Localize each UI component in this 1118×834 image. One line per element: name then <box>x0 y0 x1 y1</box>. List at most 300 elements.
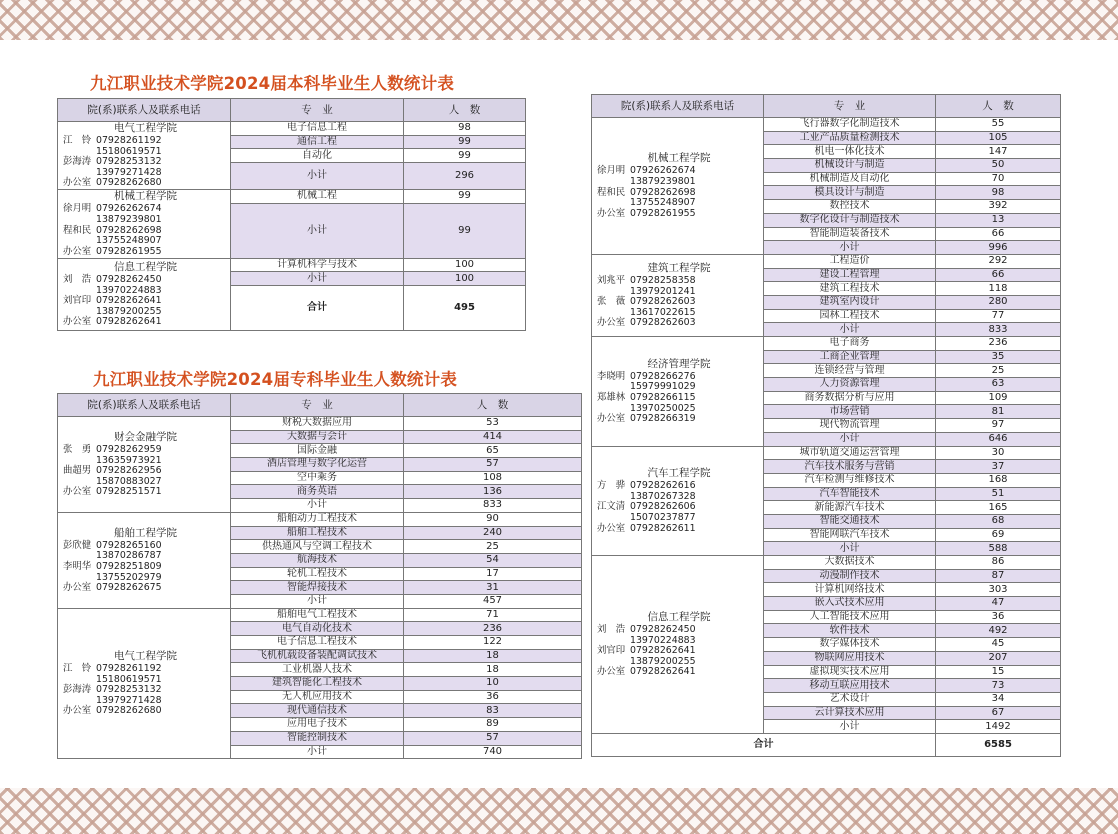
contact-line <box>63 445 162 456</box>
major-name: 机械工程 <box>231 190 404 204</box>
contact-line <box>597 625 696 636</box>
contact-person: 办公室 <box>63 486 92 498</box>
major-name: 数控技术 <box>764 200 936 214</box>
contact-phone: 13879200255 <box>96 305 162 317</box>
major-name: 城市轨道交通运营管理 <box>764 446 936 460</box>
contact-line <box>597 209 696 220</box>
major-name: 电子商务 <box>764 337 936 351</box>
contact-phone: 07928262450 <box>630 623 696 635</box>
dept-cell <box>592 337 764 447</box>
major-name: 飞行器数字化制造技术 <box>764 118 936 132</box>
major-count: 292 <box>936 254 1061 268</box>
major-count: 280 <box>936 295 1061 309</box>
major-name: 工业机器人技术 <box>231 663 404 677</box>
dept-cell <box>592 556 764 734</box>
major-name: 动漫制作技术 <box>764 569 936 583</box>
major-count: 77 <box>936 309 1061 323</box>
contact-person: 刘兆平 <box>597 274 626 286</box>
major-count: 136 <box>404 485 582 499</box>
associate-graduates-table-left <box>57 393 582 759</box>
dept-name: 财会金融学院 <box>114 430 177 443</box>
contact-phone: 13870286787 <box>96 550 162 562</box>
major-name: 智能网联汽车技术 <box>764 528 936 542</box>
contact-line <box>597 318 696 329</box>
total-label: 合计 <box>592 733 936 756</box>
contact-phone: 07928261955 <box>630 207 696 219</box>
table-row <box>58 417 582 431</box>
major-name: 汽车技术服务与营销 <box>764 460 936 474</box>
major-name: 应用电子技术 <box>231 718 404 732</box>
contact-line <box>63 562 162 573</box>
major-name: 园林工程技术 <box>764 309 936 323</box>
major-count: 31 <box>404 581 582 595</box>
contact-phone: 15180619571 <box>96 673 162 685</box>
major-name: 酒店管理与数字化运营 <box>231 458 404 472</box>
subtotal-count: 833 <box>404 499 582 513</box>
major-count: 54 <box>404 553 582 567</box>
major-name: 电子信息工程技术 <box>231 636 404 650</box>
contact-person: 李明华 <box>63 560 92 572</box>
contact-person: 办公室 <box>63 705 92 717</box>
dept-cell <box>58 190 231 259</box>
subtotal-count: 833 <box>936 323 1061 337</box>
contact-person: 曲超男 <box>63 465 92 477</box>
contact-phone: 07928262956 <box>96 465 162 477</box>
major-count: 168 <box>936 473 1061 487</box>
major-name: 商务数据分析与应用 <box>764 391 936 405</box>
dept-contact-block <box>60 650 228 717</box>
contact-phone: 07928262603 <box>630 296 696 308</box>
contact-phone: 13755248907 <box>96 235 162 247</box>
contact-person: 江 铃 <box>63 662 92 674</box>
major-name: 大数据技术 <box>764 556 936 570</box>
major-name: 工业产品质量检测技术 <box>764 131 936 145</box>
major-name: 供热通风与空调工程技术 <box>231 540 404 554</box>
major-count: 51 <box>936 487 1061 501</box>
contact-phone: 07928262616 <box>630 480 696 492</box>
contact-person: 办公室 <box>63 316 92 328</box>
major-count: 67 <box>936 706 1061 720</box>
contact-line <box>597 667 696 678</box>
bachelor-table-title: 九江职业技术学院2024届本科毕业生人数统计表 <box>90 74 455 93</box>
dept-contact-block <box>60 261 228 328</box>
major-count: 99 <box>404 190 526 204</box>
major-name: 飞机机载设备装配调试技术 <box>231 649 404 663</box>
contact-person: 办公室 <box>63 177 92 189</box>
major-count: 15 <box>936 665 1061 679</box>
contact-person: 江文清 <box>597 501 626 513</box>
major-count: 37 <box>936 460 1061 474</box>
contact-line <box>63 664 162 675</box>
dept-cell <box>58 258 231 331</box>
major-name: 移动互联应用技术 <box>764 679 936 693</box>
dept-cell <box>58 122 231 190</box>
major-name: 建筑智能化工程技术 <box>231 677 404 691</box>
table-row <box>58 190 526 204</box>
contact-phone: 07928261955 <box>96 245 162 257</box>
contact-phone: 15979991029 <box>630 381 696 393</box>
table-row <box>592 254 1061 268</box>
major-count: 83 <box>404 704 582 718</box>
contact-person: 刘 浩 <box>63 274 92 286</box>
major-name: 航海技术 <box>231 553 404 567</box>
subtotal-label: 小计 <box>231 594 404 608</box>
contact-person: 办公室 <box>597 522 626 534</box>
table-row <box>58 122 526 136</box>
contact-person: 刘 浩 <box>597 623 626 635</box>
contact-person: 办公室 <box>597 317 626 329</box>
major-name: 数字媒体技术 <box>764 638 936 652</box>
major-count: 81 <box>936 405 1061 419</box>
contact-phone: 07928262698 <box>96 224 162 236</box>
dept-contact-block <box>60 190 228 257</box>
header-major: 专 业 <box>231 394 404 417</box>
major-name: 计算机网络技术 <box>764 583 936 597</box>
dept-name: 电气工程学院 <box>114 122 177 135</box>
dept-cell <box>592 446 764 556</box>
major-count: 89 <box>404 718 582 732</box>
major-name: 工程造价 <box>764 254 936 268</box>
bachelor-graduates-table <box>57 98 526 331</box>
dept-cell <box>58 512 231 608</box>
major-count: 45 <box>936 638 1061 652</box>
contact-phone: 07928253132 <box>96 684 162 696</box>
contact-phone: 13979271428 <box>96 694 162 706</box>
dept-name: 信息工程学院 <box>647 610 711 623</box>
major-count: 70 <box>936 172 1061 186</box>
contact-phone: 07928262680 <box>96 705 162 717</box>
major-count: 99 <box>404 149 526 163</box>
major-count: 35 <box>936 350 1061 364</box>
major-name: 物联网应用技术 <box>764 651 936 665</box>
dept-name: 建筑工程学院 <box>647 261 711 274</box>
subtotal-count: 646 <box>936 432 1061 446</box>
contact-phone: 07926262674 <box>96 203 162 215</box>
major-count: 122 <box>404 636 582 650</box>
major-name: 人力资源管理 <box>764 378 936 392</box>
contact-person: 彭海涛 <box>63 156 92 168</box>
major-count: 57 <box>404 731 582 745</box>
major-count: 147 <box>936 145 1061 159</box>
subtotal-label: 小计 <box>231 203 404 258</box>
contact-phone: 07928262675 <box>96 582 162 594</box>
major-count: 97 <box>936 419 1061 433</box>
major-count: 207 <box>936 651 1061 665</box>
major-name: 建设工程管理 <box>764 268 936 282</box>
contact-person: 办公室 <box>63 582 92 594</box>
major-count: 108 <box>404 471 582 485</box>
contact-line <box>597 524 696 535</box>
contact-phone: 07928251809 <box>96 560 162 572</box>
major-count: 65 <box>404 444 582 458</box>
contact-phone: 07928266276 <box>630 370 696 382</box>
major-count: 66 <box>936 227 1061 241</box>
major-name: 无人机应用技术 <box>231 690 404 704</box>
major-count: 236 <box>404 622 582 636</box>
subtotal-count: 996 <box>936 241 1061 255</box>
contact-phone: 13755248907 <box>630 197 696 209</box>
major-name: 智能交通技术 <box>764 514 936 528</box>
decorative-border-top <box>0 0 1118 40</box>
header-dept: 院(系)联系人及联系电话 <box>592 95 764 118</box>
dept-contact-block <box>594 611 761 678</box>
contact-person: 张 薇 <box>597 296 626 308</box>
major-name: 自动化 <box>231 149 404 163</box>
major-count: 13 <box>936 213 1061 227</box>
contact-person: 办公室 <box>63 245 92 257</box>
dept-contact-block <box>60 122 228 189</box>
contact-phone: 07928262698 <box>630 186 696 198</box>
major-count: 90 <box>404 512 582 526</box>
dept-name: 机械工程学院 <box>647 152 711 165</box>
major-name: 财税大数据应用 <box>231 417 404 431</box>
major-name: 轮机工程技术 <box>231 567 404 581</box>
contact-line <box>63 583 162 594</box>
contact-phone: 07928262606 <box>630 501 696 513</box>
major-name: 艺术设计 <box>764 692 936 706</box>
contact-phone: 13635973921 <box>96 454 162 466</box>
major-name: 机械设计与制造 <box>764 159 936 173</box>
subtotal-count: 99 <box>404 203 526 258</box>
dept-cell <box>58 417 231 513</box>
major-name: 国际金融 <box>231 444 404 458</box>
decorative-border-bottom <box>0 788 1118 834</box>
major-count: 55 <box>936 118 1061 132</box>
subtotal-count: 588 <box>936 542 1061 556</box>
dept-name: 船舶工程学院 <box>114 526 177 539</box>
major-name: 机械制造及自动化 <box>764 172 936 186</box>
contact-phone: 07928262603 <box>630 317 696 329</box>
contact-phone: 07928262641 <box>630 666 696 678</box>
table-row <box>58 512 582 526</box>
major-count: 57 <box>404 458 582 472</box>
major-name: 商务英语 <box>231 485 404 499</box>
table-row <box>592 556 1061 570</box>
contact-line <box>63 178 162 189</box>
dept-name: 机械工程学院 <box>114 190 177 203</box>
header-count: 人 数 <box>936 95 1061 118</box>
dept-contact-block <box>60 527 228 594</box>
contact-line <box>63 317 162 328</box>
contact-person: 程和民 <box>597 186 626 198</box>
major-name: 建筑室内设计 <box>764 295 936 309</box>
major-name: 工商企业管理 <box>764 350 936 364</box>
subtotal-label: 小计 <box>231 163 404 190</box>
major-name: 汽车智能技术 <box>764 487 936 501</box>
header-count: 人 数 <box>404 99 526 122</box>
major-name: 连锁经营与管理 <box>764 364 936 378</box>
contact-phone: 13879239801 <box>96 214 162 226</box>
subtotal-label: 小计 <box>764 241 936 255</box>
contact-phone: 07928262641 <box>96 316 162 328</box>
contact-phone: 07928262959 <box>96 443 162 455</box>
contact-phone: 15180619571 <box>96 145 162 157</box>
contact-person: 程和民 <box>63 224 92 236</box>
dept-cell <box>592 254 764 336</box>
contact-phone: 07928265160 <box>96 539 162 551</box>
contact-person: 李晓明 <box>597 370 626 382</box>
dept-name: 汽车工程学院 <box>647 467 711 480</box>
contact-person: 刘官印 <box>597 645 626 657</box>
header-dept: 院(系)联系人及联系电话 <box>58 394 231 417</box>
header-major: 专 业 <box>764 95 936 118</box>
major-count: 63 <box>936 378 1061 392</box>
associate-graduates-table-right <box>591 94 1061 757</box>
subtotal-label: 小计 <box>231 745 404 759</box>
contact-person: 刘官印 <box>63 295 92 307</box>
total-row <box>592 733 1061 756</box>
contact-phone: 07926262674 <box>630 165 696 177</box>
major-name: 空中乘务 <box>231 471 404 485</box>
contact-phone: 13970224883 <box>630 634 696 646</box>
major-count: 86 <box>936 556 1061 570</box>
contact-line <box>63 706 162 717</box>
major-name: 计算机科学与技术 <box>231 258 404 272</box>
major-name: 智能控制技术 <box>231 731 404 745</box>
major-count: 87 <box>936 569 1061 583</box>
contact-phone: 13970224883 <box>96 284 162 296</box>
contact-phone: 07928266319 <box>630 413 696 425</box>
major-count: 25 <box>404 540 582 554</box>
major-count: 492 <box>936 624 1061 638</box>
major-name: 现代通信技术 <box>231 704 404 718</box>
table-row <box>58 258 526 272</box>
contact-phone: 07928251571 <box>96 486 162 498</box>
major-count: 17 <box>404 567 582 581</box>
major-count: 105 <box>936 131 1061 145</box>
major-name: 人工智能技术应用 <box>764 610 936 624</box>
dept-contact-block <box>60 431 228 498</box>
major-name: 市场营销 <box>764 405 936 419</box>
contact-phone: 13755202979 <box>96 571 162 583</box>
major-count: 99 <box>404 135 526 149</box>
subtotal-label: 小计 <box>231 499 404 513</box>
contact-phone: 13879200255 <box>630 655 696 667</box>
major-name: 船舶工程技术 <box>231 526 404 540</box>
contact-line <box>597 393 696 404</box>
subtotal-count: 296 <box>404 163 526 190</box>
major-count: 303 <box>936 583 1061 597</box>
major-name: 大数据与会计 <box>231 430 404 444</box>
contact-person: 郑雄林 <box>597 391 626 403</box>
major-name: 虚拟现实技术应用 <box>764 665 936 679</box>
major-count: 36 <box>404 690 582 704</box>
major-name: 数字化设计与制造技术 <box>764 213 936 227</box>
contact-phone: 07928262641 <box>630 645 696 657</box>
contact-person: 徐月明 <box>597 165 626 177</box>
total-count: 495 <box>404 286 526 331</box>
contact-phone: 13617022615 <box>630 306 696 318</box>
subtotal-label: 小计 <box>764 542 936 556</box>
major-count: 36 <box>936 610 1061 624</box>
major-name: 汽车检测与维修技术 <box>764 473 936 487</box>
major-name: 机电一体化技术 <box>764 145 936 159</box>
major-name: 嵌入式技术应用 <box>764 597 936 611</box>
contact-phone: 13979271428 <box>96 166 162 178</box>
dept-contact-block <box>594 358 761 425</box>
major-name: 软件技术 <box>764 624 936 638</box>
contact-person: 方 骅 <box>597 480 626 492</box>
dept-name: 电气工程学院 <box>114 649 177 662</box>
major-count: 73 <box>936 679 1061 693</box>
dept-cell <box>58 608 231 759</box>
subtotal-label: 小计 <box>231 272 404 286</box>
major-count: 68 <box>936 514 1061 528</box>
contact-person: 徐月明 <box>63 203 92 215</box>
subtotal-label: 小计 <box>764 720 936 734</box>
major-count: 414 <box>404 430 582 444</box>
major-name: 现代物流管理 <box>764 419 936 433</box>
contact-line <box>597 414 696 425</box>
total-count: 6585 <box>936 733 1061 756</box>
major-name: 电气自动化技术 <box>231 622 404 636</box>
major-count: 165 <box>936 501 1061 515</box>
major-count: 236 <box>936 337 1061 351</box>
major-name: 船舶电气工程技术 <box>231 608 404 622</box>
major-count: 98 <box>404 122 526 136</box>
subtotal-label: 小计 <box>764 432 936 446</box>
contact-person: 彭海涛 <box>63 684 92 696</box>
subtotal-count: 1492 <box>936 720 1061 734</box>
contact-phone: 07928253132 <box>96 156 162 168</box>
associate-table-title: 九江职业技术学院2024届专科毕业生人数统计表 <box>93 370 458 389</box>
header-count: 人 数 <box>404 394 582 417</box>
contact-phone: 07928262450 <box>96 274 162 286</box>
major-count: 53 <box>404 417 582 431</box>
contact-phone: 15070237877 <box>630 512 696 524</box>
major-count: 118 <box>936 282 1061 296</box>
contact-person: 办公室 <box>597 207 626 219</box>
contact-line <box>63 247 162 258</box>
contact-phone: 13870267328 <box>630 490 696 502</box>
contact-phone: 07928266115 <box>630 391 696 403</box>
table-row <box>592 118 1061 132</box>
subtotal-count: 740 <box>404 745 582 759</box>
major-count: 392 <box>936 200 1061 214</box>
major-count: 98 <box>936 186 1061 200</box>
dept-contact-block <box>594 262 761 329</box>
total-label: 合计 <box>231 286 404 331</box>
contact-person: 江 铃 <box>63 135 92 147</box>
contact-phone: 13979201241 <box>630 285 696 297</box>
major-count: 30 <box>936 446 1061 460</box>
major-count: 34 <box>936 692 1061 706</box>
contact-phone: 13970250025 <box>630 402 696 414</box>
dept-contact-block <box>594 467 761 534</box>
major-count: 47 <box>936 597 1061 611</box>
dept-contact-block <box>594 152 761 219</box>
major-name: 智能焊接技术 <box>231 581 404 595</box>
table-row <box>592 446 1061 460</box>
major-name: 智能制造装备技术 <box>764 227 936 241</box>
major-name: 新能源汽车技术 <box>764 501 936 515</box>
major-count: 240 <box>404 526 582 540</box>
table-row <box>58 608 582 622</box>
contact-person: 办公室 <box>597 666 626 678</box>
major-count: 50 <box>936 159 1061 173</box>
subtotal-label: 小计 <box>764 323 936 337</box>
contact-line <box>597 276 696 287</box>
subtotal-count: 100 <box>404 272 526 286</box>
major-name: 电子信息工程 <box>231 122 404 136</box>
major-name: 模具设计与制造 <box>764 186 936 200</box>
contact-line <box>63 487 162 498</box>
contact-phone: 07928262641 <box>96 295 162 307</box>
major-count: 66 <box>936 268 1061 282</box>
major-count: 71 <box>404 608 582 622</box>
dept-name: 经济管理学院 <box>647 357 711 370</box>
contact-phone: 07928261192 <box>96 135 162 147</box>
